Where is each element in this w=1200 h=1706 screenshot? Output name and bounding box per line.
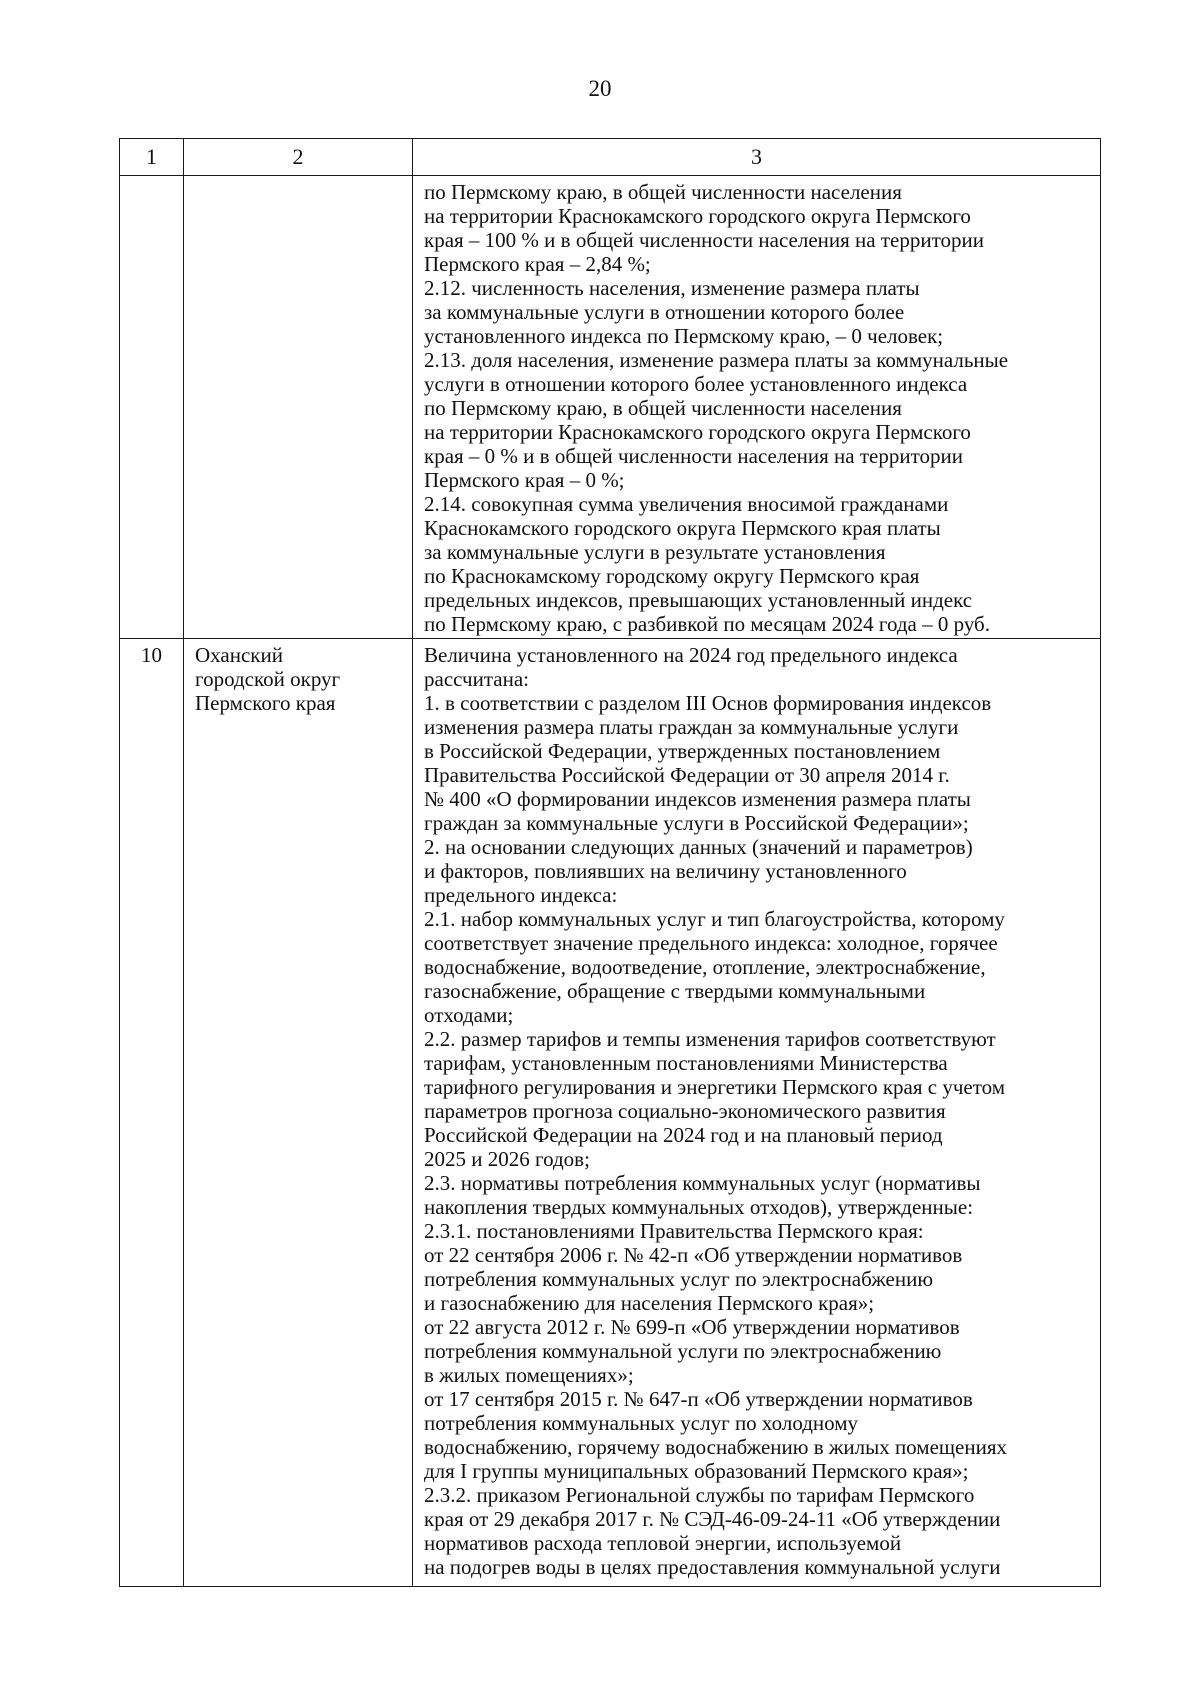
content-line: 2.13. доля населения, изменение размера платы за коммунальные — [424, 348, 1009, 372]
content-line: рассчитана: — [424, 667, 529, 691]
content-line: граждан за коммунальные услуги в Российской Федерации»; — [424, 811, 969, 835]
content-line: услуги в отношении которого более установленного индекса — [424, 372, 968, 396]
document-table — [119, 138, 1101, 1587]
content-line: края – 0 % и в общей численности населения на территории — [424, 444, 963, 468]
content-line: 2.12. численность населения, изменение размера платы — [424, 276, 920, 300]
content-line: Правительства Российской Федерации от 30 апреля 2014 г. — [424, 763, 950, 787]
content-line: края – 100 % и в общей численности населения на территории — [424, 228, 984, 252]
row-number — [120, 180, 183, 204]
content-line: на подогрев воды в целях предоставления коммунальной услуги — [424, 1555, 1001, 1579]
content-line: потребления коммунальных услуг по холодному — [424, 1411, 859, 1435]
content-line: водоснабжение, водоотведение, отопление, электроснабжение, — [424, 955, 986, 979]
content-line: водоснабжению, горячему водоснабжению в жилых помещениях — [424, 1435, 1008, 1459]
content-line: по Пермскому краю, с разбивкой по месяцам 2024 года – 0 руб. — [424, 612, 990, 636]
content-line: тарифного регулирования и энергетики Пермского края с учетом — [424, 1075, 1006, 1099]
content-line: Краснокамского городского округа Пермского края платы — [424, 516, 941, 540]
content-line: по Краснокамскому городскому округу Пермского края — [424, 564, 920, 588]
content-line: установленного индекса по Пермскому краю, – 0 человек; — [424, 324, 944, 348]
content-line: от 22 сентября 2006 г. № 42-п «Об утверждении нормативов — [424, 1243, 963, 1267]
header-cell-3: 3 — [413, 139, 1101, 176]
content-line: по Пермскому краю, в общей численности населения — [424, 180, 902, 204]
content-line: Пермского края – 2,84 %; — [424, 252, 651, 276]
row-number: 10 — [141, 643, 162, 667]
content-line: 2.3.2. приказом Региональной службы по тарифам Пермского — [424, 1483, 975, 1507]
content-line: соответствует значение предельного индекса: холодное, горячее — [424, 931, 998, 955]
content-line: № 400 «О формировании индексов изменения размера платы — [424, 787, 971, 811]
content-line: изменения размера платы граждан за коммунальные услуги — [424, 715, 959, 739]
header-cell-2: 2 — [184, 139, 413, 176]
municipality-line: городской округ — [195, 667, 341, 691]
table-row — [120, 176, 1101, 639]
content-line: на территории Краснокамского городского округа Пермского — [424, 420, 971, 444]
content-line: в жилых помещениях»; — [424, 1363, 634, 1387]
content-line: в Российской Федерации, утвержденных постановлением — [424, 739, 941, 763]
row-number-cell — [120, 639, 184, 1587]
content-line: за коммунальные услуги в отношении которого более — [424, 300, 905, 324]
row-number-cell — [120, 176, 184, 639]
content-line: за коммунальные услуги в результате установления — [424, 540, 886, 564]
content-cell — [413, 176, 1101, 639]
municipality-line: Оханский — [195, 643, 283, 667]
content-line: предельного индекса: — [424, 883, 618, 907]
content-line: потребления коммунальной услуги по электроснабжению — [424, 1339, 942, 1363]
page-number: 20 — [588, 76, 612, 101]
content-line: предельных индексов, превышающих установленный индекс — [424, 588, 973, 612]
municipality-cell — [184, 639, 413, 1587]
content-line: Российской Федерации на 2024 год и на плановый период — [424, 1123, 943, 1147]
content-line: 2.14. совокупная сумма увеличения вносимой гражданами — [424, 492, 949, 516]
content-line: по Пермскому краю, в общей численности населения — [424, 396, 902, 420]
content-line: Величина установленного на 2024 год предельного индекса — [424, 643, 958, 667]
content-line: накопления твердых коммунальных отходов), утвержденные: — [424, 1195, 974, 1219]
municipality-cell — [184, 176, 413, 639]
content-line: для I группы муниципальных образований Пермского края»; — [424, 1459, 969, 1483]
content-cell — [413, 639, 1101, 1587]
content-line: 2.3.1. постановлениями Правительства Пермского края: — [424, 1219, 924, 1243]
content-line: 2.2. размер тарифов и темпы изменения тарифов соответствуют — [424, 1027, 996, 1051]
content-line: отходами; — [424, 1003, 514, 1027]
content-line: 2. на основании следующих данных (значений и параметров) — [424, 835, 973, 859]
municipality-line: Пермского края — [195, 691, 336, 715]
content-line: нормативов расхода тепловой энергии, используемой — [424, 1531, 902, 1555]
content-line: потребления коммунальных услуг по электроснабжению — [424, 1267, 934, 1291]
header-cell-1: 1 — [120, 139, 184, 176]
content-line: 2.1. набор коммунальных услуг и тип благоустройства, которому — [424, 907, 1005, 931]
content-line: края от 29 декабря 2017 г. № СЭД-46-09-24-11 «Об утверждении — [424, 1507, 1001, 1531]
content-line: и факторов, повлиявших на величину установленного — [424, 859, 907, 883]
table-row — [120, 639, 1101, 1587]
content-line: Пермского края – 0 %; — [424, 468, 625, 492]
content-line: и газоснабжению для населения Пермского края»; — [424, 1291, 875, 1315]
content-line: параметров прогноза социально-экономического развития — [424, 1099, 946, 1123]
content-line: газоснабжение, обращение с твердыми коммунальными — [424, 979, 926, 1003]
content-line: 1. в соответствии с разделом III Основ формирования индексов — [424, 691, 992, 715]
content-line: от 22 августа 2012 г. № 699-п «Об утверждении нормативов — [424, 1315, 960, 1339]
content-line: от 17 сентября 2015 г. № 647-п «Об утверждении нормативов — [424, 1387, 973, 1411]
content-line: тарифам, установленным постановлениями Министерства — [424, 1051, 948, 1075]
table-header-row — [120, 139, 1101, 176]
content-line: на территории Краснокамского городского округа Пермского — [424, 204, 971, 228]
content-line: 2.3. нормативы потребления коммунальных услуг (нормативы — [424, 1171, 981, 1195]
content-line: 2025 и 2026 годов; — [424, 1147, 590, 1171]
